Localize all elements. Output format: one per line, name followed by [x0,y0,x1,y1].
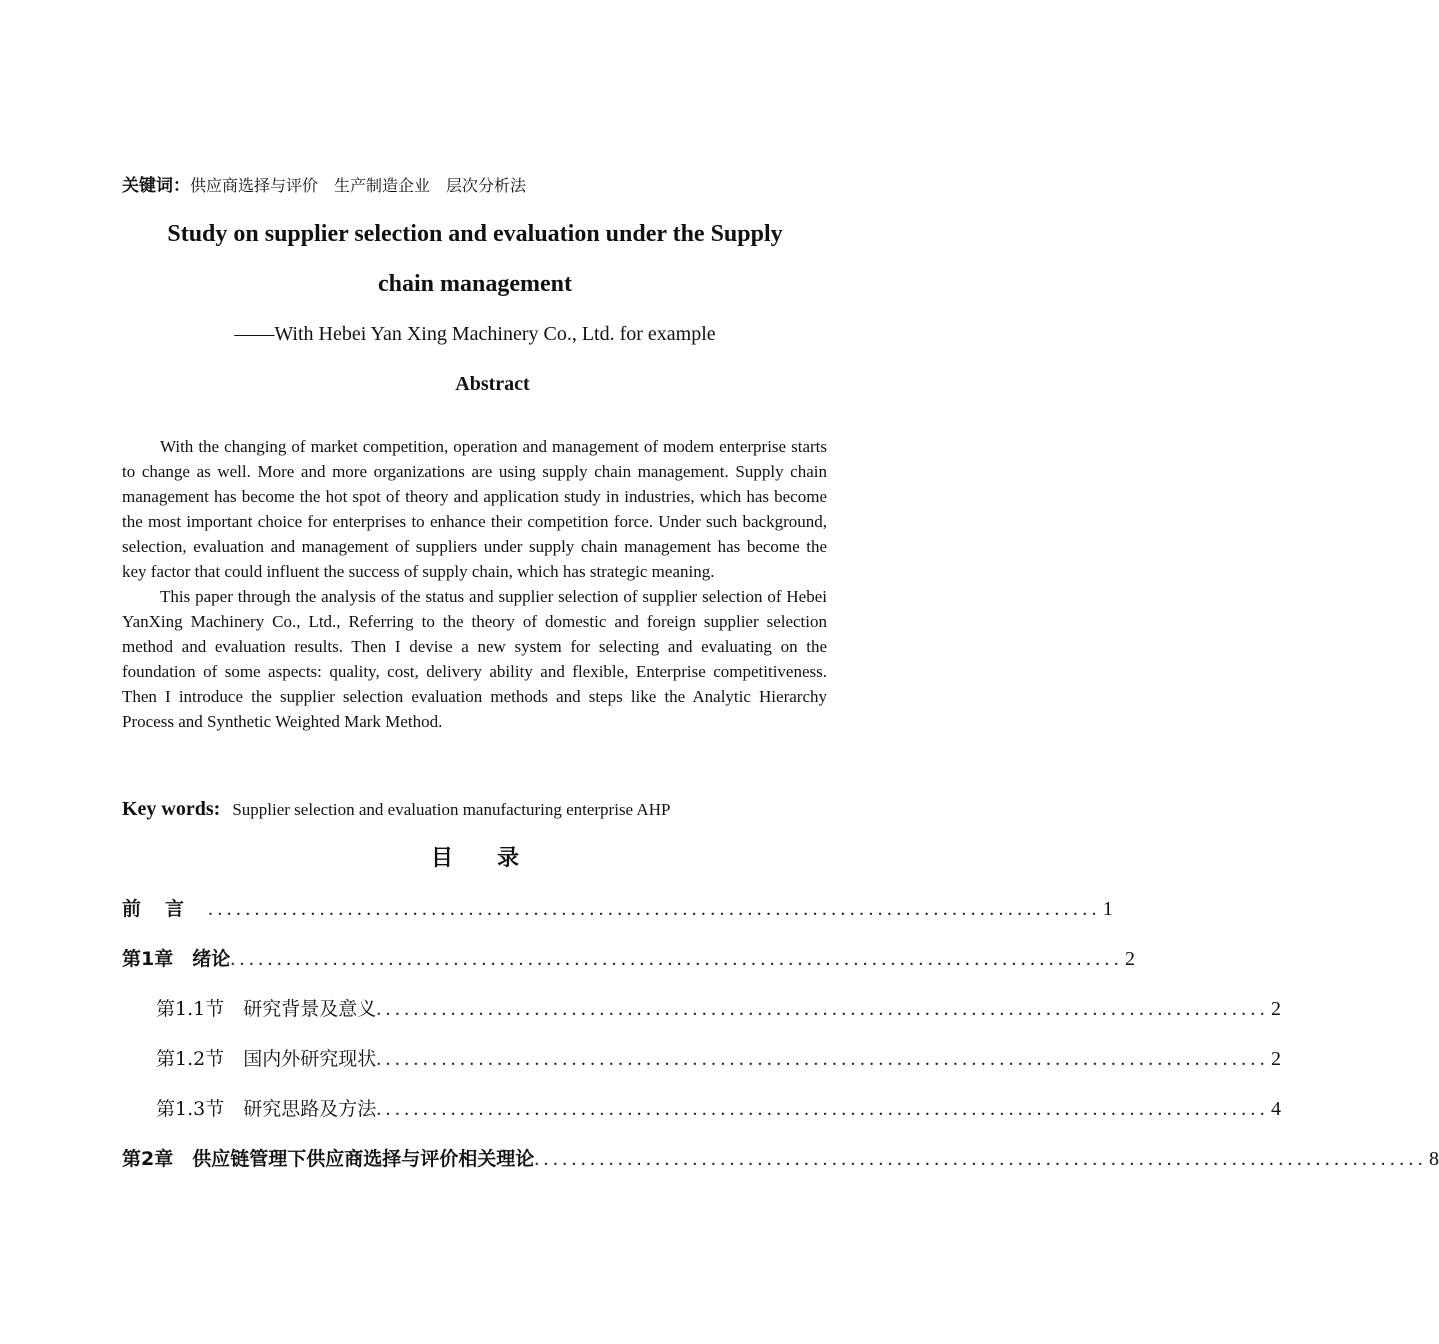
toc-page-number: 4 [1271,1098,1282,1120]
english-keywords-label: Key words: [122,798,221,820]
toc-page-number: 8 [1429,1148,1439,1170]
chinese-keywords [122,172,542,200]
toc-page-number: 1 [1102,898,1113,920]
abstract-heading: Abstract [455,373,530,395]
english-keywords-text: Supplier selection and evaluation manufacturing enterprise AHP [232,800,671,819]
chinese-keyword: 层次分析法 [446,176,527,195]
toc-entry-chapter-1[interactable] [122,945,1136,995]
toc-leader-dots: ................................................................................................ [208,898,1101,920]
toc-entry-chapter-2[interactable] [122,1145,1439,1195]
toc-entry-section-1-1[interactable] [122,995,1282,1045]
toc-page-number: 2 [1125,948,1136,970]
english-title-line-1: Study on supplier selection and evaluation under the Supply [167,221,783,247]
toc-entry-title: 第1章 绪论 [122,948,231,970]
toc-page-number: 2 [1271,1048,1282,1070]
chinese-keywords-label: 关键词： [122,176,190,196]
abstract-paragraph: This paper through the analysis of the status and supplier selection of supplier selection of Hebei YanXing Machinery Co., Ltd., Referring to the theory of domestic and foreign supplier selection method and evaluation results. Then I devise a new system for selecting and evaluating on the foundation of some aspects: quality, cost, delivery ability and flexible, Enterprise competitiveness. Then I introduce the supplier selection evaluation methods and steps like the Analytic Hierarchy Process and Synthetic Weighted Mark Method. [122,587,827,731]
toc-leader-dots: ................................................................................................ [534,1148,1428,1170]
chinese-keyword: 生产制造企业 [334,176,431,195]
toc-entry-title: 第2章 供应链管理下供应商选择与评价相关理论 [122,1148,535,1170]
toc-entry-title: 第1.3节 研究思路及方法 [156,1098,377,1120]
toc-entry-title: 第1.2节 国内外研究现状 [156,1048,377,1070]
toc-heading: 目录 [430,846,563,871]
toc-leader-dots: ................................................................................................ [376,1048,1270,1070]
toc-entry-preface[interactable] [122,895,1113,945]
toc-leader-dots: ................................................................................................ [376,998,1270,1020]
toc-entry-title: 前言 [122,898,209,920]
toc-entry-section-1-3[interactable] [122,1095,1282,1145]
table-of-contents [122,895,1439,1195]
toc-entry-section-1-2[interactable] [122,1045,1282,1095]
abstract-body [122,434,827,734]
toc-leader-dots: ................................................................................................ [230,948,1124,970]
toc-leader-dots: ................................................................................................ [376,1098,1270,1120]
toc-page-number: 2 [1271,998,1282,1020]
toc-entry-title: 第1.1节 研究背景及意义 [156,998,377,1020]
chinese-keyword: 供应商选择与评价 [190,176,319,195]
english-keywords [122,795,670,825]
english-title-line-2: chain management [378,271,572,297]
abstract-paragraph: With the changing of market competition, operation and management of modem enterprise starts to change as well. More and more organizations are using supply chain management. Supply chain management has become the hot spot of theory and application study in industries, which has become the most important choice for enterprises to enhance their competition force. Under such background, selection, evaluation and management of suppliers under supply chain management has become the key factor that could influent the success of supply chain, which has strategic meaning. [122,437,827,581]
english-subtitle: ——With Hebei Yan Xing Machinery Co., Ltd. for example [234,323,716,345]
